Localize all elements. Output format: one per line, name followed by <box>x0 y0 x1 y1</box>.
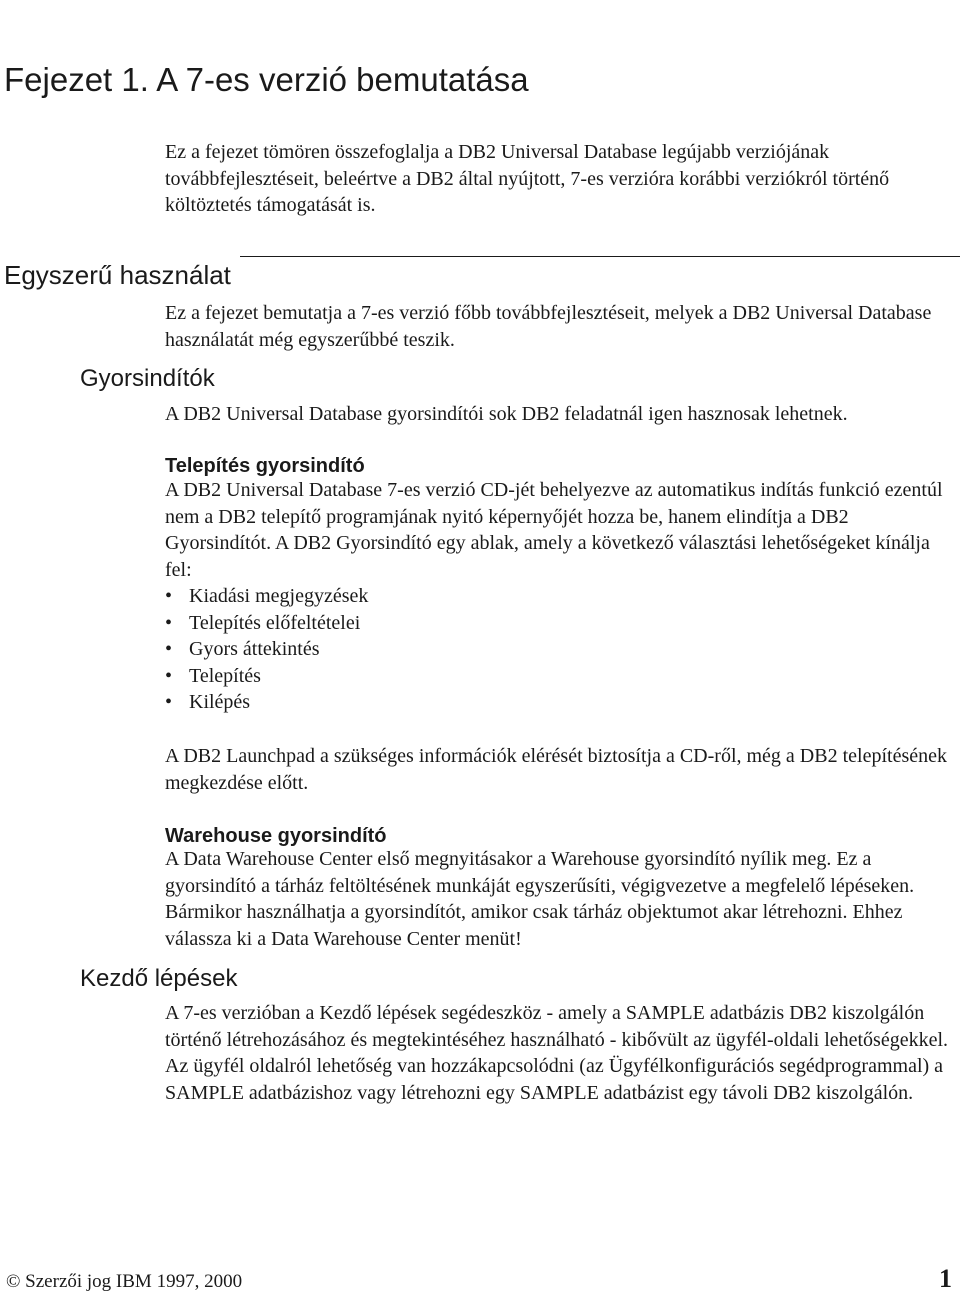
section-divider <box>240 256 960 257</box>
list-item-label: Kilépés <box>189 691 251 713</box>
kezdo-title: Kezdő lépések <box>80 965 238 992</box>
list-item <box>165 636 955 663</box>
gyorsinditok-intro-text: A DB2 Universal Database gyorsindítói sok DB2 feladatnál igen hasznosak lehetnek. <box>165 403 848 425</box>
list-item <box>165 663 955 690</box>
bullet-icon: • <box>165 585 173 607</box>
gyorsinditok-title: Gyorsindítók <box>80 365 215 392</box>
telepites-after-text: A DB2 Launchpad a szükséges információk elérését biztosítja a CD-ről, még a DB2 telepítésének megkezdése előtt. <box>165 745 947 794</box>
kezdo-body <box>165 1000 955 1106</box>
gyorsinditok-intro <box>165 401 955 428</box>
list-item <box>165 689 955 716</box>
chapter-intro <box>165 139 955 219</box>
telepites-text: A DB2 Universal Database 7-es verzió CD-jét behelyezve az automatikus indítás funkció ezentúl nem a DB2 telepítő programjának nyitó képernyőjét hozza be, hanem elindítja a DB2 Gyorsindítót. A DB2 Gyorsindító egy ablak, amely a következő választási lehetőségeket kínálja fel: <box>165 479 943 581</box>
section-title: Egyszerű használat <box>4 260 231 290</box>
telepites-after <box>165 743 955 796</box>
chapter-intro-text: Ez a fejezet tömören összefoglalja a DB2 Universal Database legújabb verziójának továbbfejlesztéseit, beleértve a DB2 által nyújtott, 7-es verzióra korábbi verziókról történő költöztetés támogatását is. <box>165 141 890 216</box>
warehouse-title: Warehouse gyorsindító <box>165 825 387 847</box>
list-item-label: Telepítés előfeltételei <box>189 611 361 634</box>
bullet-icon: • <box>165 691 173 713</box>
warehouse-body <box>165 846 955 952</box>
list-item-label: Kiadási megjegyzések <box>189 585 369 607</box>
copyright: © Szerzői jog IBM 1997, 2000 <box>6 1271 243 1292</box>
bullet-icon: • <box>165 664 173 687</box>
chapter-title: Fejezet 1. A 7-es verzió bemutatása <box>4 61 529 98</box>
telepites-options-list <box>165 583 955 716</box>
bullet-icon: • <box>165 611 173 634</box>
list-item-label: Telepítés <box>189 664 261 687</box>
bullet-icon: • <box>165 638 173 660</box>
page-number: 1 <box>939 1264 952 1293</box>
section-intro <box>165 300 955 353</box>
warehouse-text: A Data Warehouse Center első megnyitásakor a Warehouse gyorsindító nyílik meg. Ez a gyorsindító a tárház feltöltésének munkáját egyszerűsíti, végigvezetve a megfelelő lépéseken. Bármikor használhatja a gyorsindítót, amikor csak tárház objektumot akar létrehozni. Ehhez válassza ki a Data Warehouse Center menüt! <box>165 848 915 950</box>
section-intro-text: Ez a fejezet bemutatja a 7-es verzió főbb továbbfejlesztéseit, melyek a DB2 Universal Database használatát még egyszerűbbé teszik. <box>165 302 932 351</box>
list-item <box>165 610 955 637</box>
list-item <box>165 583 955 610</box>
kezdo-text: A 7-es verzióban a Kezdő lépések segédeszköz - amely a SAMPLE adatbázis DB2 kiszolgálón történő létrehozásához és megtekintéséhez használható - kibővült az ügyfél-oldali lehetőségekkel. Az ügyfél oldalról lehetőség van hozzákapcsolódni (az Ügyfélkonfigurációs segédprogrammal) a SAMPLE adatbázishoz vagy létrehozni egy SAMPLE adatbázist egy távoli DB2 kiszolgálón. <box>165 1002 949 1104</box>
list-item-label: Gyors áttekintés <box>189 638 320 660</box>
telepites-title: Telepítés gyorsindító <box>165 455 365 477</box>
telepites-body <box>165 477 955 716</box>
